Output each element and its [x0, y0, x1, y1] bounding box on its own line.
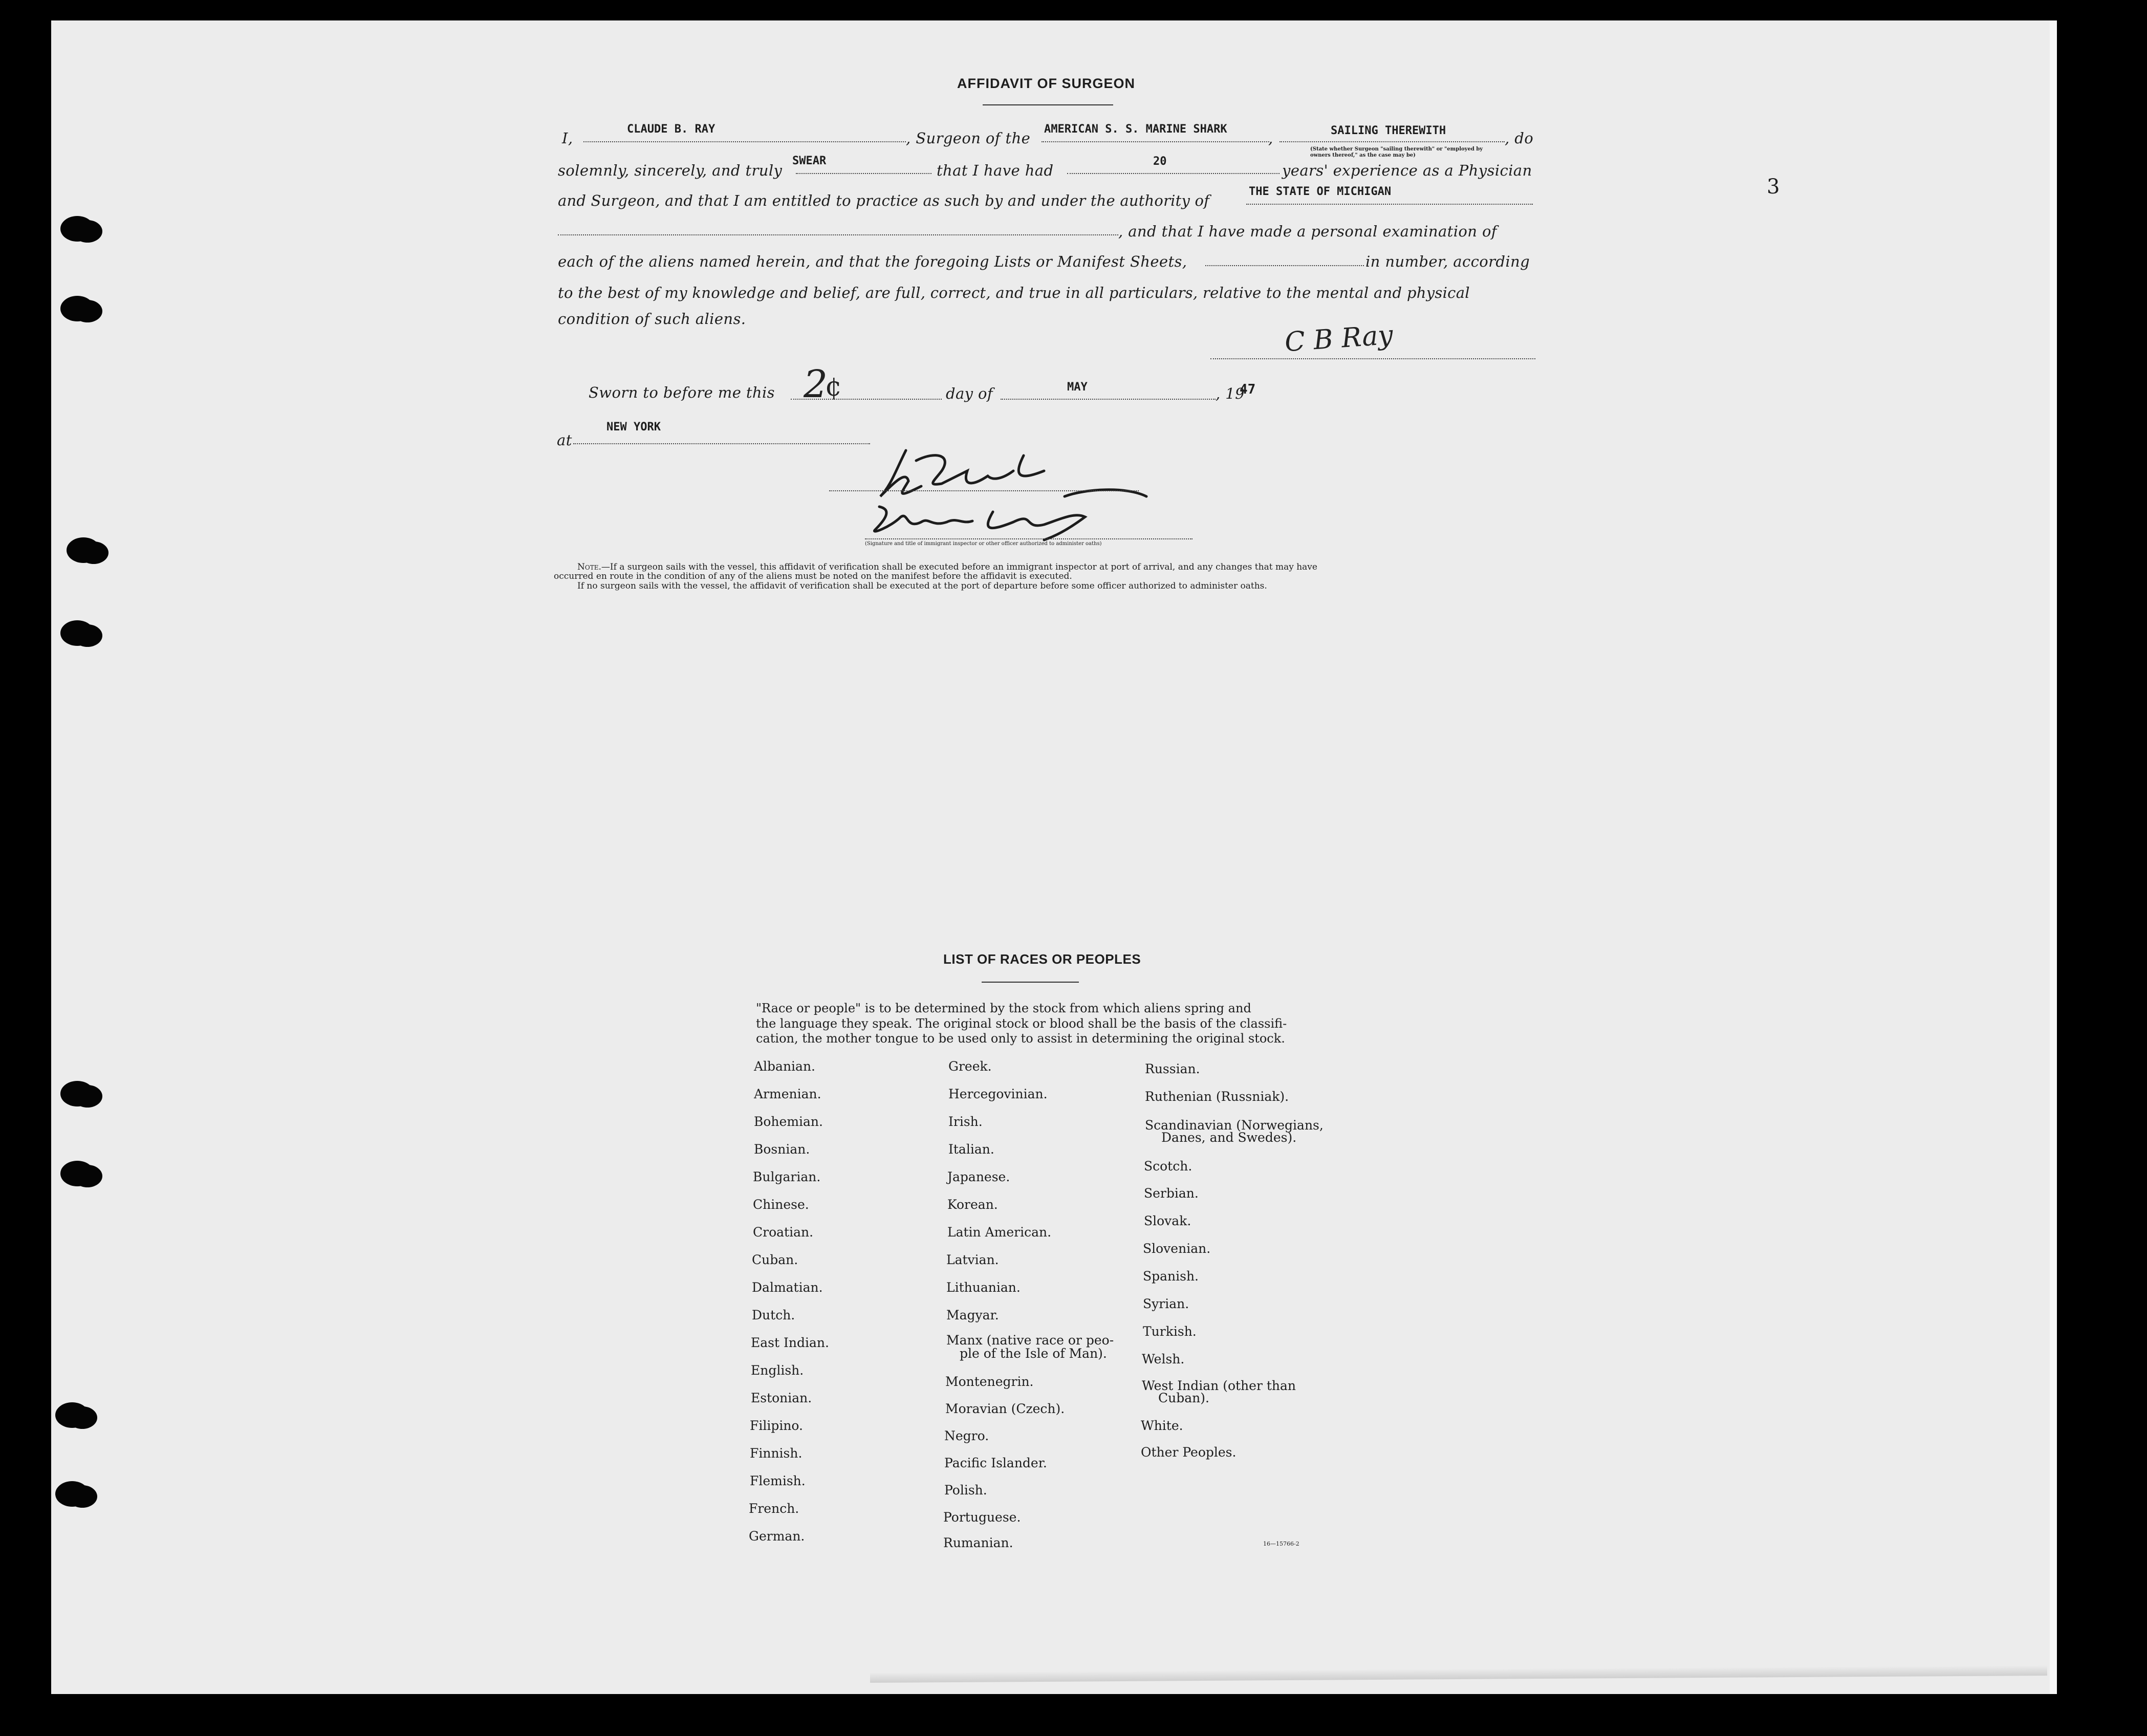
surgeon-signature: C B Ray	[1284, 319, 1394, 358]
officer-caption: (Signature and title of immigrant inspector or other officer authorized to administer oaths)	[865, 541, 1102, 547]
race-item: Cuban).	[1158, 1391, 1209, 1405]
officer-signature	[819, 440, 1208, 548]
binder-hole	[60, 216, 94, 242]
race-item: Bulgarian.	[753, 1169, 821, 1184]
race-item: Croatian.	[753, 1225, 814, 1240]
race-item: Other Peoples.	[1141, 1445, 1237, 1460]
fill-line	[1205, 265, 1364, 266]
race-item: Italian.	[948, 1142, 994, 1157]
line4-text: , and that I have made a personal examination of	[1118, 223, 1497, 240]
race-item: Latin American.	[947, 1225, 1052, 1240]
line2-suffix: years' experience as a Physician	[1282, 162, 1532, 179]
race-item: Korean.	[947, 1197, 998, 1212]
race-item: Dutch.	[752, 1308, 795, 1322]
note-line-1	[577, 562, 1317, 572]
race-item: Finnish.	[750, 1446, 803, 1461]
oath-word: SWEAR	[792, 155, 827, 167]
years-experience: 20	[1153, 155, 1167, 168]
comma: ,	[1268, 129, 1273, 147]
race-item: Ruthenian (Russniak).	[1145, 1089, 1289, 1104]
race-item: Magyar.	[946, 1308, 999, 1322]
race-item: Dalmatian.	[752, 1280, 823, 1295]
line1-prefix: I,	[562, 129, 573, 147]
title-underline	[983, 104, 1113, 105]
binder-hole	[55, 1481, 89, 1507]
race-item: Moravian (Czech).	[945, 1401, 1065, 1416]
surgeon-name: CLAUDE B. RAY	[627, 123, 715, 136]
sworn-day: 2	[804, 362, 828, 406]
note-text-1: —If a surgeon sails with the vessel, this affidavit of verification shall be executed before an immigrant inspector at port of arrival, and any changes that may have	[601, 562, 1317, 572]
race-item: Armenian.	[754, 1087, 821, 1101]
intro-line-1: "Race or people" is to be determined by the stock from which aliens spring and	[756, 1001, 1251, 1015]
race-item: ple of the Isle of Man).	[960, 1346, 1107, 1361]
binder-hole	[60, 1081, 94, 1106]
sworn-month: MAY	[1067, 381, 1088, 394]
status-note: (State whether Surgeon "sailing therewith" or "employed by owners thereof," as the case may be)	[1310, 146, 1483, 158]
race-item: Portuguese.	[943, 1510, 1021, 1525]
fill-line	[1246, 204, 1533, 205]
races-title: LIST OF RACES OR PEOPLES	[943, 951, 1141, 967]
line7-text: condition of such aliens.	[558, 310, 746, 328]
fill-line	[1067, 173, 1279, 174]
race-item: Syrian.	[1143, 1296, 1189, 1311]
surgeon-status: SAILING THEREWITH	[1331, 124, 1446, 137]
race-item: Pacific Islander.	[944, 1456, 1047, 1470]
sworn-place: NEW YORK	[606, 421, 661, 433]
affidavit-title: AFFIDAVIT OF SURGEON	[957, 76, 1135, 91]
race-item: Albanian.	[754, 1059, 816, 1074]
page-number: 3	[1767, 175, 1780, 199]
race-item: Estonian.	[751, 1391, 812, 1405]
fill-line	[558, 234, 1118, 235]
race-item: Lithuanian.	[946, 1280, 1021, 1295]
race-item: Slovak.	[1144, 1213, 1191, 1228]
race-item: Hercegovinian.	[948, 1087, 1048, 1101]
fill-line	[583, 141, 906, 142]
line1-mid: , Surgeon of the	[906, 129, 1031, 147]
officer-line	[865, 538, 1192, 539]
line5-prefix: each of the aliens named herein, and that the foregoing Lists or Manifest Sheets,	[558, 253, 1187, 270]
note-line-2: occurred en route in the condition of any of the aliens must be noted on the manifest before the affidavit is executed.	[554, 571, 1072, 581]
fill-line	[1001, 399, 1216, 400]
race-item: French.	[749, 1501, 799, 1516]
binder-hole	[60, 296, 94, 321]
race-item: East Indian.	[751, 1335, 829, 1350]
line2-prefix: solemnly, sincerely, and truly	[558, 162, 783, 179]
note-label: Note.	[577, 562, 601, 572]
sworn-mid: day of	[946, 385, 993, 402]
race-item: Chinese.	[753, 1197, 809, 1212]
line3-text: and Surgeon, and that I am entitled to practice as such by and under the authority of	[558, 192, 1210, 209]
race-item: Latvian.	[946, 1252, 999, 1267]
race-item: Bohemian.	[754, 1114, 823, 1129]
race-item: Spanish.	[1143, 1269, 1199, 1284]
signature-line	[1210, 358, 1535, 359]
binder-hole	[67, 537, 100, 563]
race-item: Rumanian.	[943, 1535, 1013, 1550]
binder-hole	[60, 1161, 94, 1186]
race-item: German.	[749, 1529, 805, 1544]
vessel-name: AMERICAN S. S. MARINE SHARK	[1044, 123, 1227, 136]
day-suffix-mark: ¢	[825, 372, 842, 402]
race-item: Slovenian.	[1143, 1241, 1211, 1256]
authority: THE STATE OF MICHIGAN	[1249, 185, 1392, 198]
binder-hole	[60, 620, 94, 646]
race-item: Polish.	[944, 1483, 987, 1498]
race-item: Japanese.	[947, 1169, 1010, 1184]
line2-mid: that I have had	[937, 162, 1054, 179]
sworn-year-prefix: , 19	[1216, 385, 1245, 402]
race-item: Turkish.	[1143, 1324, 1197, 1339]
race-item: Irish.	[948, 1114, 983, 1129]
form-number: 16—15766-2	[1263, 1540, 1299, 1547]
line5-suffix: in number, according	[1365, 253, 1530, 270]
at-prefix: at	[557, 431, 572, 449]
line6-text: to the best of my knowledge and belief, are full, correct, and true in all particulars, relative to the mental and physical	[558, 284, 1470, 301]
race-item: Filipino.	[750, 1418, 803, 1433]
race-item: English.	[751, 1363, 804, 1378]
race-item: Welsh.	[1142, 1352, 1185, 1366]
race-item: Manx (native race or peo-	[946, 1333, 1114, 1348]
document-page	[51, 20, 2057, 1694]
sworn-year: 47	[1240, 382, 1256, 397]
race-item: Montenegrin.	[945, 1374, 1034, 1389]
fill-line	[796, 173, 931, 174]
race-item: Greek.	[948, 1059, 992, 1074]
race-item: Bosnian.	[754, 1142, 810, 1157]
race-item: Russian.	[1145, 1061, 1200, 1076]
intro-line-2: the language they speak. The original stock or blood shall be the basis of the classifi-	[756, 1016, 1287, 1031]
binder-hole	[55, 1402, 89, 1428]
race-item: Serbian.	[1144, 1186, 1199, 1201]
line1-suffix: , do	[1505, 129, 1534, 147]
race-item: Scandinavian (Norwegians,	[1145, 1118, 1324, 1133]
race-item: Danes, and Swedes).	[1161, 1130, 1297, 1145]
race-item: West Indian (other than	[1142, 1378, 1296, 1393]
race-item: Scotch.	[1144, 1159, 1192, 1174]
fill-line	[1042, 141, 1269, 142]
fill-line	[791, 399, 942, 400]
fill-line	[1279, 141, 1505, 142]
race-item: Flemish.	[750, 1473, 806, 1488]
officer-line	[829, 490, 1139, 491]
races-title-underline	[982, 982, 1079, 983]
intro-line-3: cation, the mother tongue to be used only to assist in determining the original stock.	[756, 1031, 1285, 1046]
race-item: Cuban.	[752, 1252, 798, 1267]
race-item: White.	[1141, 1418, 1183, 1433]
note-line-3: If no surgeon sails with the vessel, the affidavit of verification shall be executed at the port of departure before some officer authorized to administer oaths.	[577, 581, 1267, 591]
sworn-prefix: Sworn to before me this	[589, 384, 775, 401]
race-item: Negro.	[944, 1428, 989, 1443]
